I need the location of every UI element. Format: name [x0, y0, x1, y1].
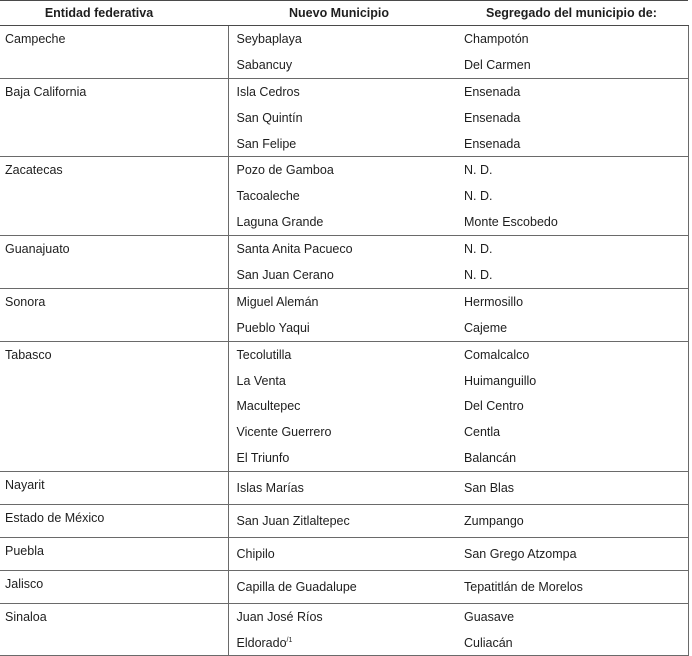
municipio-cell	[228, 26, 454, 52]
segregado-cell: N. D.	[454, 157, 688, 183]
segregado-cell: Ensenada	[454, 105, 688, 131]
entidad-cell: Nayarit	[0, 472, 228, 505]
entidad-cell: Guanajuato	[0, 236, 228, 289]
municipio-name: San Felipe	[236, 136, 297, 151]
table-header	[0, 1, 688, 26]
entidad-cell: Baja California	[0, 78, 228, 157]
municipio-cell	[228, 209, 454, 235]
entidad-cell: Jalisco	[0, 570, 228, 603]
segregado-cell: Del Carmen	[454, 52, 688, 78]
segregado-cell: Cajeme	[454, 315, 688, 341]
entidad-cell: Sonora	[0, 288, 228, 341]
municipio-name: Pueblo Yaqui	[236, 320, 310, 335]
table-row	[0, 341, 688, 367]
segregado-cell: Centla	[454, 419, 688, 445]
segregado-cell: Balancán	[454, 445, 688, 471]
segregado-cell: Hermosillo	[454, 288, 688, 314]
segregado-cell: Culiacán	[454, 630, 688, 656]
segregado-cell: Monte Escobedo	[454, 209, 688, 235]
table-row	[0, 26, 688, 52]
municipio-cell	[228, 288, 454, 314]
header-row	[0, 1, 688, 26]
entidad-cell: Zacatecas	[0, 157, 228, 236]
municipio-cell	[228, 183, 454, 209]
municipio-cell	[228, 52, 454, 78]
table-row	[0, 570, 688, 603]
municipio-cell	[228, 262, 454, 288]
segregado-cell: Del Centro	[454, 393, 688, 419]
municipio-cell	[228, 537, 454, 570]
municipio-cell	[228, 472, 454, 505]
municipio-name: Juan José Ríos	[236, 609, 323, 624]
municipio-name: Pozo de Gamboa	[236, 163, 334, 178]
municipio-name: Vicente Guerrero	[236, 425, 332, 440]
municipio-cell	[228, 630, 454, 656]
table-row	[0, 157, 688, 183]
segregado-cell: Champotón	[454, 26, 688, 52]
segregado-cell: N. D.	[454, 262, 688, 288]
entidad-cell: Estado de México	[0, 505, 228, 538]
table-row	[0, 505, 688, 538]
segregado-cell: Huimanguillo	[454, 368, 688, 394]
municipio-name: Seybaplaya	[236, 31, 302, 46]
table-row	[0, 236, 688, 262]
municipio-name: Laguna Grande	[236, 215, 324, 230]
municipio-cell	[228, 505, 454, 538]
entidad-cell: Tabasco	[0, 341, 228, 471]
entidad-cell: Sinaloa	[0, 603, 228, 656]
header-entidad: Entidad federativa	[0, 1, 228, 26]
segregado-cell: Comalcalco	[454, 341, 688, 367]
municipio-cell	[228, 78, 454, 104]
segregado-cell: San Grego Atzompa	[454, 537, 688, 570]
municipio-name: La Venta	[236, 373, 286, 388]
municipio-name: Tecolutilla	[236, 347, 292, 362]
municipio-name: San Quintín	[236, 110, 303, 125]
segregado-cell: Zumpango	[454, 505, 688, 538]
table-row	[0, 288, 688, 314]
entidad-cell: Puebla	[0, 537, 228, 570]
segregado-cell: Ensenada	[454, 78, 688, 104]
municipio-cell	[228, 393, 454, 419]
municipio-name: San Juan Zitlaltepec	[236, 513, 350, 528]
municipio-name: Santa Anita Pacueco	[236, 242, 353, 257]
municipio-name: Chipilo	[236, 546, 275, 561]
segregado-cell: Ensenada	[454, 131, 688, 157]
municipio-cell	[228, 368, 454, 394]
table-body	[0, 26, 688, 656]
entidad-cell: Campeche	[0, 26, 228, 79]
municipio-name: Capilla de Guadalupe	[236, 579, 357, 594]
table-row	[0, 603, 688, 629]
municipio-name: Islas Marías	[236, 481, 304, 496]
table-row	[0, 537, 688, 570]
municipio-cell	[228, 445, 454, 471]
segregado-cell: San Blas	[454, 472, 688, 505]
municipio-name: Miguel Alemán	[236, 294, 319, 309]
municipio-name: Tacoaleche	[236, 189, 300, 204]
header-segregado: Segregado del municipio de:	[454, 1, 688, 26]
municipio-cell	[228, 131, 454, 157]
municipio-cell	[228, 570, 454, 603]
municipio-name: Sabancuy	[236, 57, 293, 72]
municipio-name: San Juan Cerano	[236, 267, 334, 282]
municipio-cell	[228, 341, 454, 367]
municipio-name: Eldorado	[236, 635, 287, 650]
footnote-marker: /1	[286, 636, 293, 644]
municipio-cell	[228, 419, 454, 445]
segregado-cell: N. D.	[454, 183, 688, 209]
municipio-name: Macultepec	[236, 399, 301, 414]
header-nuevo-municipio: Nuevo Municipio	[228, 1, 454, 26]
segregado-cell: Tepatitlán de Morelos	[454, 570, 688, 603]
municipio-name: El Triunfo	[236, 451, 290, 466]
municipio-cell	[228, 603, 454, 629]
table-row	[0, 78, 688, 104]
municipio-cell	[228, 315, 454, 341]
municipio-name: Isla Cedros	[236, 84, 300, 99]
segregado-cell: Guasave	[454, 603, 688, 629]
segregado-cell: N. D.	[454, 236, 688, 262]
municipio-cell	[228, 105, 454, 131]
municipio-cell	[228, 157, 454, 183]
municipio-cell	[228, 236, 454, 262]
table-row	[0, 472, 688, 505]
